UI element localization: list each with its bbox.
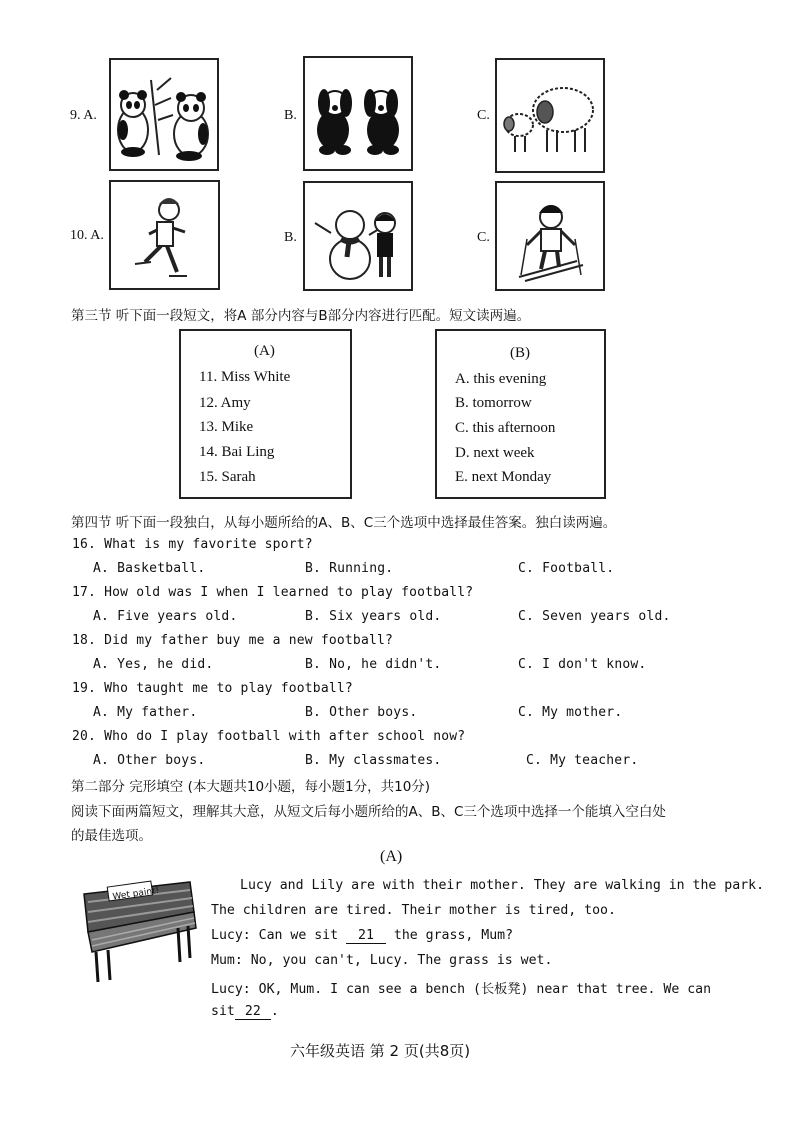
q16-option-c[interactable]: C. Football. — [518, 561, 615, 576]
passage-a-title: (A) — [380, 848, 403, 865]
q20-option-b[interactable]: B. My classmates. — [305, 753, 442, 768]
passage-line-6 — [211, 1004, 279, 1020]
matching-box-b — [435, 329, 606, 499]
q10-option-b-label: B. — [284, 230, 297, 245]
q17-option-a[interactable]: A. Five years old. — [93, 609, 238, 624]
box-a-item: 15. Sarah — [199, 469, 256, 485]
passage-line-3 — [211, 928, 513, 944]
park-bench-wet-paint-icon — [78, 872, 198, 984]
park-bench-picture — [78, 872, 198, 984]
part-2-instructions-line-1: 阅读下面两篇短文，理解其大意，从短文后每小题所给的A、B、C三个选项中选择一个能填入空白处 — [71, 804, 666, 820]
q10-option-c-label: C. — [477, 230, 490, 245]
box-a-item: 13. Mike — [199, 419, 254, 435]
section-3-heading: 第三节 听下面一段短文，将A 部分内容与B部分内容进行匹配。短文读两遍。 — [71, 308, 531, 324]
pandas-eating-bamboo-icon — [111, 60, 217, 169]
passage-line-4: Mum: No, you can't, Lucy. The grass is wet. — [211, 953, 553, 968]
passage-line-2: The children are tired. Their mother is tired, too. — [211, 903, 616, 918]
question-9-number: 9. A. — [70, 108, 97, 123]
q20-option-c[interactable]: C. My teacher. — [526, 753, 639, 768]
box-b-item: A. this evening — [455, 371, 547, 387]
matching-box-a — [179, 329, 352, 499]
skiing-child-icon — [497, 183, 603, 289]
passage-line-3-end: the grass, Mum? — [385, 928, 514, 943]
q19-option-a[interactable]: A. My father. — [93, 705, 198, 720]
box-a-title: (A) — [254, 343, 275, 359]
box-a-item: 14. Bai Ling — [199, 444, 275, 460]
passage-line-1: Lucy and Lily are with their mother. They are walking in the park. — [240, 878, 765, 893]
q19-option-c[interactable]: C. My mother. — [518, 705, 623, 720]
q16-option-b[interactable]: B. Running. — [305, 561, 394, 576]
q9-option-a-picture[interactable] — [109, 58, 219, 171]
ice-skating-boy-icon — [111, 182, 218, 288]
snowman-building-icon — [305, 183, 411, 289]
q9-option-c-label: C. — [477, 108, 490, 123]
box-b-item: C. this afternoon — [455, 420, 556, 436]
question-16: 16. What is my favorite sport? — [72, 537, 313, 552]
blank-22[interactable]: 22 — [235, 1004, 271, 1020]
bench-sign-text: Wet paint! — [112, 885, 160, 903]
q18-option-b[interactable]: B. No, he didn't. — [305, 657, 442, 672]
box-b-title: (B) — [510, 345, 530, 361]
question-20: 20. Who do I play football with after school now? — [72, 729, 466, 744]
question-17: 17. How old was I when I learned to play football? — [72, 585, 474, 600]
part-2-instructions-line-2: 的最佳选项。 — [71, 828, 152, 844]
passage-line-5: Lucy: OK, Mum. I can see a bench (长板凳) near that tree. We can — [211, 982, 712, 997]
box-a-item: 11. Miss White — [199, 369, 291, 385]
q9-option-b-label: B. — [284, 108, 297, 123]
q16-option-a[interactable]: A. Basketball. — [93, 561, 206, 576]
q10-option-c-picture[interactable] — [495, 181, 605, 291]
question-19: 19. Who taught me to play football? — [72, 681, 353, 696]
q18-option-a[interactable]: A. Yes, he did. — [93, 657, 214, 672]
part-2-heading: 第二部分 完形填空 (本大题共10小题，每小题1分，共10分) — [71, 779, 431, 795]
q17-option-c[interactable]: C. Seven years old. — [518, 609, 671, 624]
sheep-icon — [497, 60, 603, 171]
q10-option-a-picture[interactable] — [109, 180, 220, 290]
passage-line-6-start: sit — [211, 1004, 235, 1019]
passage-line-6-end: . — [270, 1004, 279, 1019]
blank-21[interactable]: 21 — [346, 928, 386, 944]
box-b-item: B. tomorrow — [455, 395, 532, 411]
box-a-item: 12. Amy — [199, 395, 251, 411]
q10-option-b-picture[interactable] — [303, 181, 413, 291]
q20-option-a[interactable]: A. Other boys. — [93, 753, 206, 768]
q9-option-c-picture[interactable] — [495, 58, 605, 173]
question-18: 18. Did my father buy me a new football? — [72, 633, 394, 648]
puppies-icon — [305, 58, 411, 169]
q18-option-c[interactable]: C. I don't know. — [518, 657, 647, 672]
passage-line-3-start: Lucy: Can we sit — [211, 928, 346, 943]
page-footer: 六年级英语 第 2 页(共8页) — [290, 1042, 471, 1060]
q19-option-b[interactable]: B. Other boys. — [305, 705, 418, 720]
q9-option-b-picture[interactable] — [303, 56, 413, 171]
box-b-item: D. next week — [455, 445, 535, 461]
section-4-heading: 第四节 听下面一段独白，从每小题所给的A、B、C三个选项中选择最佳答案。独白读两遍。 — [71, 515, 617, 531]
q17-option-b[interactable]: B. Six years old. — [305, 609, 442, 624]
question-10-number: 10. A. — [70, 228, 104, 243]
box-b-item: E. next Monday — [455, 469, 552, 485]
